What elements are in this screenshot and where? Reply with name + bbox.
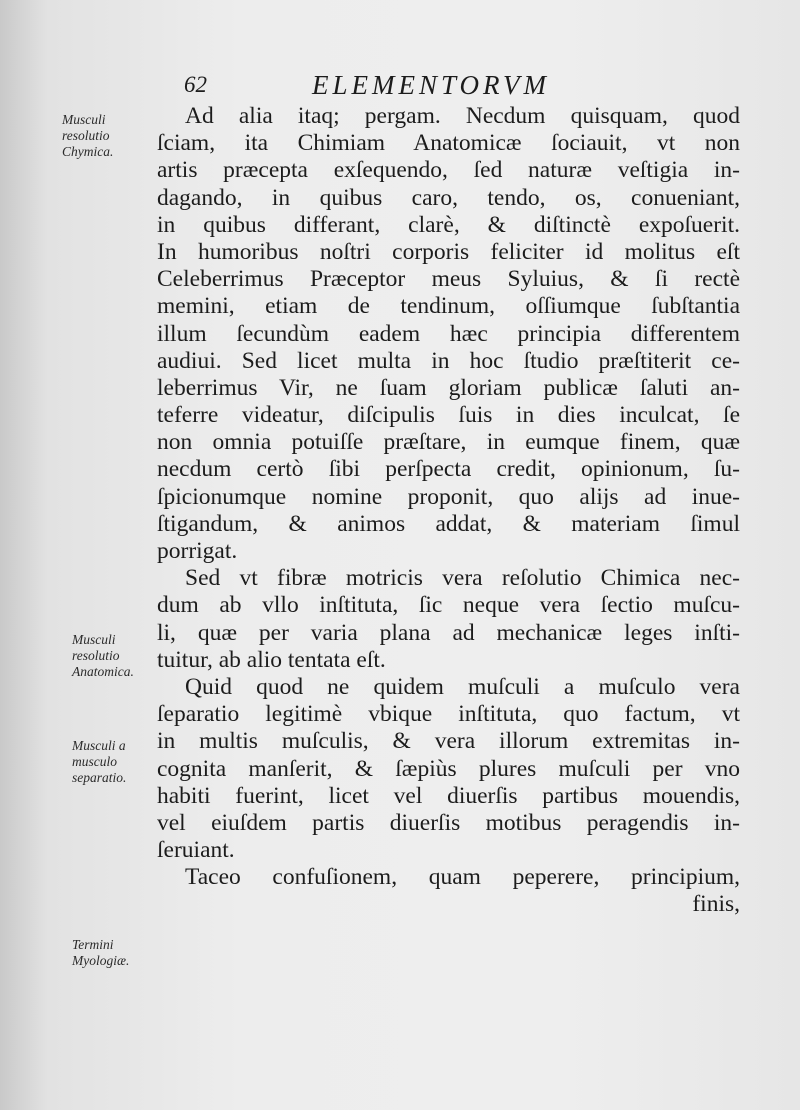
running-title: ELEMENTORVM bbox=[312, 70, 551, 100]
text-line: dum ab vllo inſtituta, ſic neque vera ſectio muſcu- bbox=[157, 592, 740, 619]
text-line: porrigat. bbox=[157, 538, 238, 564]
text-line: ſpicionumque nomine proponit, quo alijs ad inue- bbox=[157, 483, 740, 510]
text-line: in multis muſculis, & vera illorum extremitas in- bbox=[157, 728, 740, 755]
text-line: Sed vt fibræ motricis vera reſolutio Chimica nec- bbox=[185, 565, 740, 592]
text-line: ſciam, ita Chimiam Anatomicæ ſociauit, vt non bbox=[157, 130, 740, 157]
text-line: In humoribus noſtri corporis feliciter id molitus eſt bbox=[157, 238, 740, 265]
text-line: vel eiuſdem partis diuerſis motibus peragendis in- bbox=[157, 809, 740, 836]
main-text bbox=[157, 103, 740, 919]
text-line: Ad alia itaq; pergam. Necdum quisquam, quod bbox=[185, 103, 740, 129]
text-line: cognita manſerit, & ſæpiùs plures muſculi per vno bbox=[157, 755, 740, 782]
catchword: finis, bbox=[692, 891, 740, 918]
text-line: necdum certò ſibi perſpecta credit, opinionum, ſu- bbox=[157, 456, 740, 483]
text-line: audiui. Sed licet multa in hoc ſtudio præſtiterit ce- bbox=[157, 347, 740, 374]
text-line: ſtigandum, & animos addat, & materiam ſimul bbox=[157, 510, 740, 537]
margin-note-chymica: Musculi resolutio Chymica. bbox=[62, 112, 114, 159]
text-line: artis præcepta exſequendo, ſed naturæ veſtigia in- bbox=[157, 157, 740, 184]
text-line: habiti fuerint, licet vel diuerſis partibus mouendis, bbox=[157, 782, 740, 809]
text-line: li, quæ per varia plana ad mechanicæ leges inſti- bbox=[157, 619, 740, 646]
page-header bbox=[180, 70, 740, 102]
text-line: Quid quod ne quidem muſculi a muſculo vera bbox=[185, 673, 740, 700]
page-number: 62 bbox=[184, 72, 207, 97]
text-line: non omnia potuiſſe præſtare, in eumque finem, quæ bbox=[157, 429, 740, 456]
text-line: ſeruiant. bbox=[157, 837, 235, 864]
text-line: ſeparatio legitimè vbique inſtituta, quo factum, vt bbox=[157, 701, 740, 728]
text-line: in quibus differant, clarè, & diſtinctè expoſuerit. bbox=[157, 211, 740, 238]
text-line: leberrimus Vir, ne ſuam gloriam publicæ ſaluti an- bbox=[157, 374, 740, 401]
margin-note-separatio: Musculi a musculo separatio. bbox=[72, 738, 127, 785]
margin-note-anatomica: Musculi resolutio Anatomica. bbox=[72, 632, 134, 679]
text-line: dagando, in quibus caro, tendo, os, conueniant, bbox=[157, 184, 740, 211]
text-line: Celeberrimus Præceptor meus Syluius, & ſi rectè bbox=[157, 266, 740, 293]
text-line: tuitur, ab alio tentata eſt. bbox=[157, 646, 386, 673]
text-line: illum ſecundùm eadem hæc principia differentem bbox=[157, 320, 740, 347]
text-line: Taceo confuſionem, quam peperere, principium, bbox=[185, 864, 740, 891]
text-line: memini, etiam de tendinum, oſſiumque ſubſtantia bbox=[157, 293, 740, 320]
margin-note-termini: Termini Myologiæ. bbox=[72, 937, 130, 968]
text-line: teferre videatur, diſcipulis ſuis in dies inculcat, ſe bbox=[157, 402, 740, 429]
